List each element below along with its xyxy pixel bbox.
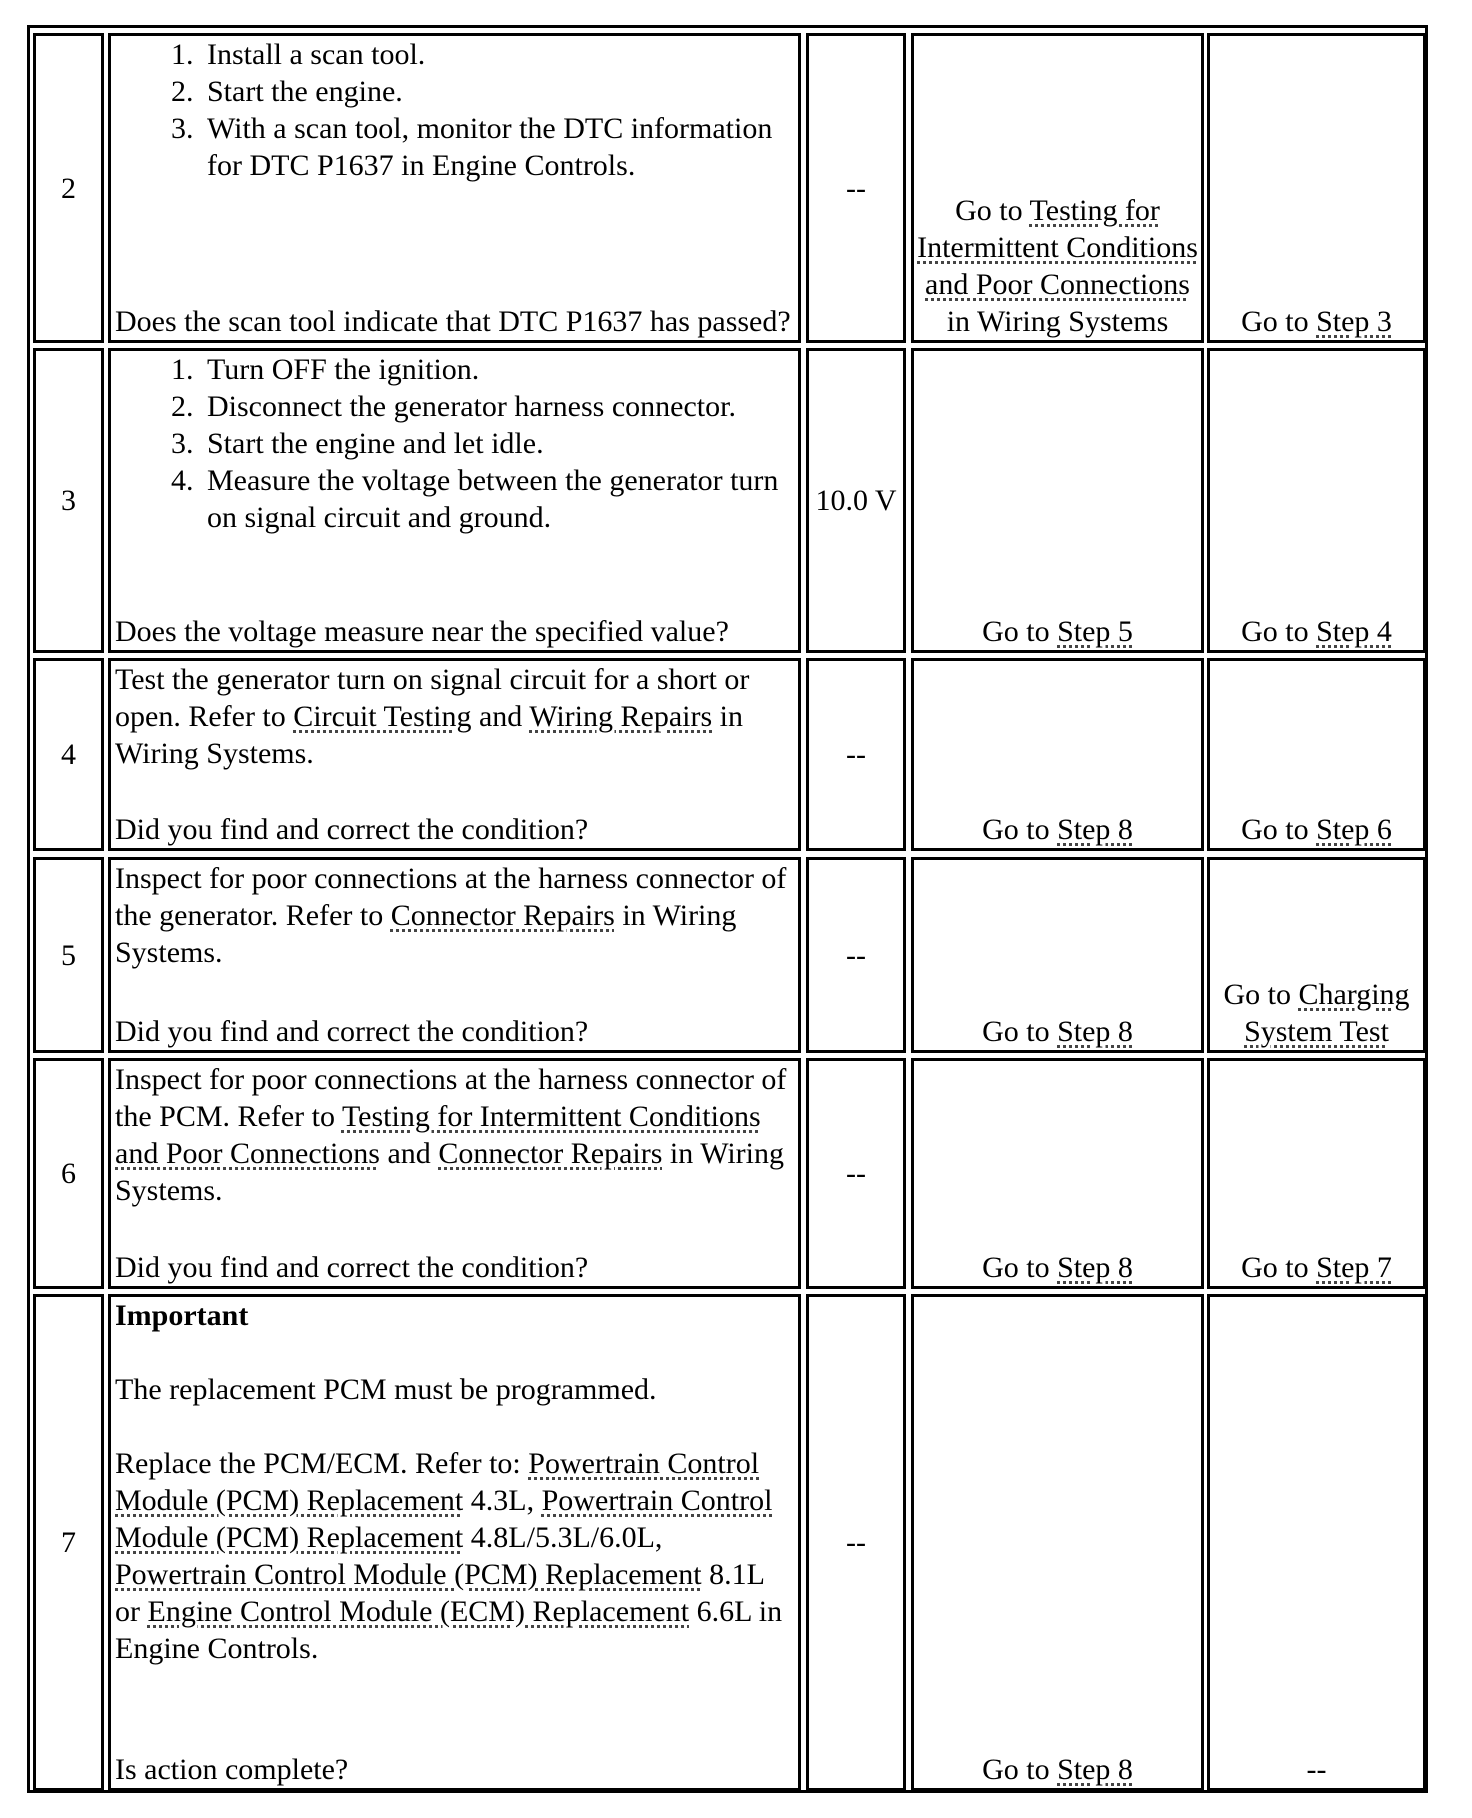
step-8-link[interactable]: Step 8 xyxy=(1057,1753,1133,1786)
important-note: The replacement PCM must be programmed. xyxy=(115,1373,657,1406)
action-list-item: 3. With a scan tool, monitor the DTC information for DTC P1637 in Engine Controls. xyxy=(201,110,794,184)
yes-cell xyxy=(911,1058,1204,1289)
step-number: 5 xyxy=(61,938,76,972)
yes-prefix: Go to xyxy=(982,1753,1058,1786)
question-text: Did you find and correct the condition? xyxy=(115,813,589,846)
step-number-cell xyxy=(33,1294,104,1791)
charging-system-test-link[interactable]: Charging System Test xyxy=(1244,978,1410,1048)
no-prefix: Go to xyxy=(1241,305,1317,338)
step-number-cell xyxy=(33,658,104,851)
yes-prefix: Go to xyxy=(982,1015,1058,1048)
action-cell xyxy=(108,857,801,1053)
text-span: 4.8L/5.3L/6.0L, xyxy=(463,1521,663,1554)
step-6-link[interactable]: Step 6 xyxy=(1316,813,1392,846)
text-span: 6.6L in Engine Controls. xyxy=(115,1595,783,1665)
text-span: Test the generator turn on signal circuit for a short or open. Refer to xyxy=(115,663,750,733)
no-cell xyxy=(1207,857,1426,1053)
no-cell xyxy=(1207,658,1426,851)
action-list xyxy=(115,36,794,184)
text-span: in Wiring Systems. xyxy=(115,1137,784,1207)
text-span: Inspect for poor connections at the harness connector of the PCM. Refer to xyxy=(115,1063,787,1133)
wiring-repairs-link[interactable]: Wiring Repairs xyxy=(529,700,713,733)
step-number: 6 xyxy=(61,1157,76,1190)
step-number: 4 xyxy=(61,738,76,771)
important-label-text: Important xyxy=(115,1299,249,1332)
action-text xyxy=(115,661,794,772)
yes-prefix: Go to xyxy=(982,813,1058,846)
value-text: -- xyxy=(846,171,866,205)
circuit-testing-link[interactable]: Circuit Testing xyxy=(293,700,472,733)
action-list-item: 2. Disconnect the generator harness connector. xyxy=(201,388,794,425)
step-8-link[interactable]: Step 8 xyxy=(1057,1015,1133,1048)
step-7-link[interactable]: Step 7 xyxy=(1316,1251,1392,1284)
value-cell xyxy=(806,33,906,343)
action-list-item: 2. Start the engine. xyxy=(201,73,794,110)
text-span: Replace the PCM/ECM. Refer to: xyxy=(115,1447,529,1480)
action-text xyxy=(115,1445,794,1667)
no-prefix: Go to xyxy=(1241,615,1317,648)
text-span: in Wiring Systems. xyxy=(115,700,743,770)
testing-intermittent-link[interactable]: Testing for Intermittent Conditions and Poor Connections xyxy=(917,194,1198,301)
step-5-link[interactable]: Step 5 xyxy=(1057,615,1133,648)
action-text xyxy=(115,860,794,971)
value-cell xyxy=(806,348,906,653)
connector-repairs-link[interactable]: Connector Repairs xyxy=(390,899,615,932)
text-span: and xyxy=(471,700,530,733)
action-cell xyxy=(108,1058,801,1289)
action-cell xyxy=(108,658,801,851)
value-cell xyxy=(806,658,906,851)
action-cell xyxy=(108,1294,801,1791)
value-cell xyxy=(806,1058,906,1289)
step-8-link[interactable]: Step 8 xyxy=(1057,813,1133,846)
value-cell xyxy=(806,857,906,1053)
question-text: Does the voltage measure near the specified value? xyxy=(115,615,729,648)
question-text: Did you find and correct the condition? xyxy=(115,1015,589,1048)
yes-prefix: Go to xyxy=(982,615,1058,648)
no-cell xyxy=(1207,348,1426,653)
question-text: Does the scan tool indicate that DTC P1637 has passed? xyxy=(115,305,791,338)
testing-intermittent-link[interactable]: Testing for Intermittent Conditions and Poor Connections xyxy=(115,1100,761,1170)
ecm-replacement-6-6l-link[interactable]: Engine Control Module (ECM) Replacement xyxy=(147,1595,690,1628)
action-cell xyxy=(108,33,801,343)
question-text: Is action complete? xyxy=(115,1753,349,1786)
action-text xyxy=(115,1061,794,1209)
yes-cell xyxy=(911,33,1204,343)
important-label xyxy=(115,1297,794,1334)
no-prefix: Go to xyxy=(1223,978,1299,1011)
pcm-replacement-4-3l-link[interactable]: Powertrain Control Module (PCM) Replacement xyxy=(115,1447,760,1517)
yes-cell xyxy=(911,348,1204,653)
no-cell xyxy=(1207,33,1426,343)
yes-suffix: in Wiring Systems xyxy=(946,305,1169,338)
step-3-link[interactable]: Step 3 xyxy=(1316,305,1392,338)
action-list-item: 4. Measure the voltage between the generator turn on signal circuit and ground. xyxy=(201,462,794,536)
step-number: 3 xyxy=(61,484,76,517)
value-text: 10.0 V xyxy=(815,484,897,517)
no-cell xyxy=(1207,1294,1426,1791)
step-number-cell xyxy=(33,348,104,653)
pcm-replacement-8-1l-link[interactable]: Powertrain Control Module (PCM) Replacement xyxy=(115,1558,702,1591)
text-span: in Wiring Systems. xyxy=(115,899,737,969)
action-list-item: 1. Install a scan tool. xyxy=(201,36,794,73)
no-prefix: Go to xyxy=(1241,1251,1317,1284)
pcm-replacement-4-8l-link[interactable]: Powertrain Control Module (PCM) Replacement xyxy=(115,1484,773,1554)
text-span: 4.3L, xyxy=(463,1484,542,1517)
step-number-cell xyxy=(33,857,104,1053)
value-text: -- xyxy=(846,938,866,972)
step-8-link[interactable]: Step 8 xyxy=(1057,1251,1133,1284)
yes-cell xyxy=(911,658,1204,851)
text-span: 8.1L or xyxy=(115,1558,764,1628)
text-span: Inspect for poor connections at the harness connector of the generator. Refer to xyxy=(115,862,787,932)
yes-prefix: Go to xyxy=(982,1251,1058,1284)
yes-cell xyxy=(911,1294,1204,1791)
question-text: Did you find and correct the condition? xyxy=(115,1251,589,1284)
no-text: -- xyxy=(1306,1753,1327,1786)
step-number-cell xyxy=(33,1058,104,1289)
value-text: -- xyxy=(846,738,866,771)
yes-prefix: Go to xyxy=(955,194,1030,227)
yes-cell xyxy=(911,857,1204,1053)
connector-repairs-link[interactable]: Connector Repairs xyxy=(438,1137,663,1170)
no-prefix: Go to xyxy=(1241,813,1317,846)
action-list-item: 3. Start the engine and let idle. xyxy=(201,425,794,462)
action-list xyxy=(115,351,794,536)
action-list-item: 1. Turn OFF the ignition. xyxy=(201,351,794,388)
action-cell xyxy=(108,348,801,653)
step-4-link[interactable]: Step 4 xyxy=(1316,615,1392,648)
step-number: 2 xyxy=(61,171,76,205)
text-span: and xyxy=(379,1137,439,1170)
value-text: -- xyxy=(846,1526,866,1559)
step-number-cell xyxy=(33,33,104,343)
value-cell xyxy=(806,1294,906,1791)
no-cell xyxy=(1207,1058,1426,1289)
value-text: -- xyxy=(846,1157,866,1190)
step-number: 7 xyxy=(61,1526,76,1559)
